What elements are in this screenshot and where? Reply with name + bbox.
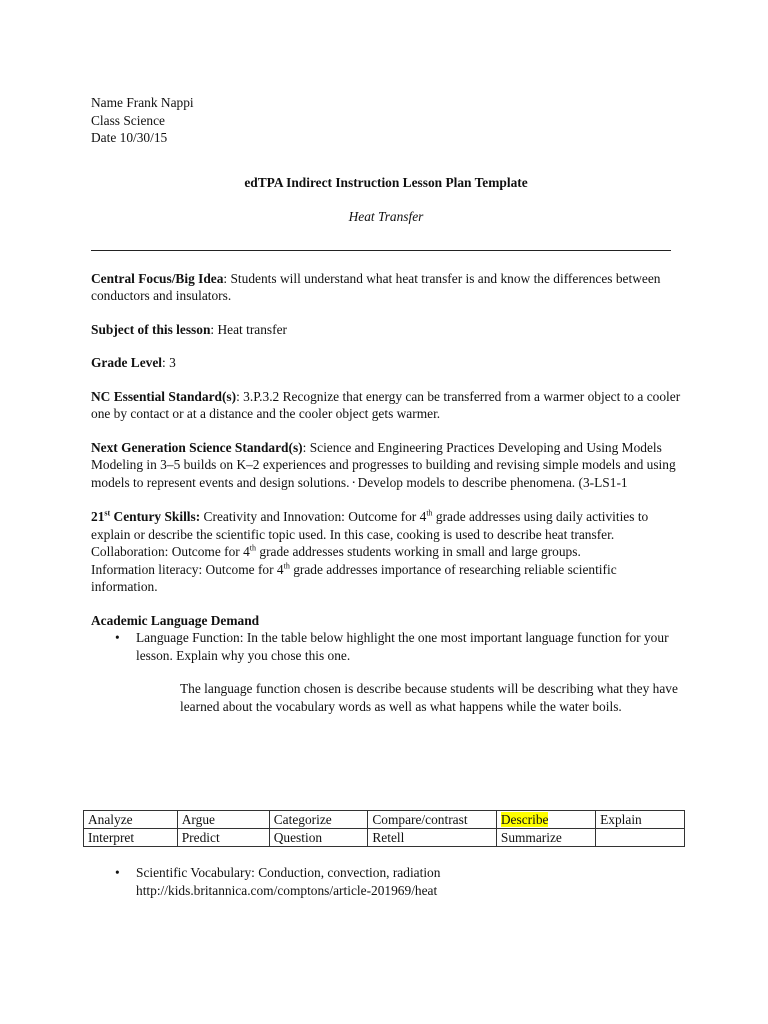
ngss-text-a: : Science and Engineering Practices Developing and Using Models Modeling in 3–5 builds on K–2 experiences and progresses to building and revising simple models and using models to represent events and design solutions. xyxy=(91,439,676,490)
nc-standard-text: : 3.P.3.2 Recognize that energy can be transferred from a warmer object to a cooler one by contact or at a distance and the cooler object gets warmer. xyxy=(91,388,681,421)
ngss-text-b: Develop models to describe phenomena. (3-LS1-1 xyxy=(357,474,628,490)
ngss-label: Next Generation Science Standard(s) xyxy=(91,439,303,455)
table-cell: Analyze xyxy=(84,811,178,829)
grade-label: Grade Level xyxy=(91,355,163,370)
table-row xyxy=(84,811,685,829)
table-cell: Compare/contrast xyxy=(368,811,497,829)
academic-language-label: Academic Language Demand xyxy=(91,612,260,628)
table-cell: Retell xyxy=(368,829,497,847)
academic-language-list xyxy=(91,629,681,664)
table-row xyxy=(84,829,685,847)
central-focus-label: Central Focus/Big Idea xyxy=(91,270,224,286)
table-cell: Summarize xyxy=(496,829,595,847)
century-skills-section xyxy=(91,508,681,596)
grade-text: : 3 xyxy=(162,355,176,370)
century-skills-paragraph-2: Collaboration: Outcome for 4th grade addresses students working in small and large groups. xyxy=(91,543,581,560)
language-function-table xyxy=(83,810,685,847)
list-item xyxy=(91,629,681,664)
class-line: Class Science xyxy=(91,112,166,128)
nc-standard-section xyxy=(91,388,681,423)
table-cell: Explain xyxy=(596,811,685,829)
table-cell: Question xyxy=(269,829,368,847)
ngss-section xyxy=(91,439,681,493)
table-cell: Argue xyxy=(177,811,269,829)
bullet-icon: • xyxy=(115,865,120,880)
subject-text: : Heat transfer xyxy=(210,321,288,337)
century-skills-label: 21st Century Skills: xyxy=(91,508,201,525)
table-cell xyxy=(496,811,595,829)
document-page xyxy=(91,94,681,715)
name-line: Name Frank Nappi xyxy=(91,95,194,110)
central-focus-section xyxy=(91,270,681,305)
table-cell: Categorize xyxy=(269,811,368,829)
date-line: Date 10/30/15 xyxy=(91,130,168,145)
vocabulary-section xyxy=(91,864,691,899)
vocabulary-text: Scientific Vocabulary: Conduction, convection, radiation xyxy=(136,865,441,880)
subject-section xyxy=(91,321,681,339)
central-focus-text: : Students will understand what heat transfer is and know the differences between conductors and insulators. xyxy=(91,270,661,303)
grade-section xyxy=(91,354,681,372)
language-function-text: Language Function: In the table below highlight the one most important language function for your lesson. Explain why you chose this one. xyxy=(136,630,669,663)
horizontal-rule xyxy=(91,250,671,251)
document-subtitle: Heat Transfer xyxy=(348,209,424,224)
academic-language-section xyxy=(91,612,681,716)
table-cell: Interpret xyxy=(84,829,178,847)
table-cell: Predict xyxy=(177,829,269,847)
language-function-explanation: The language function chosen is describe because students will be describing what they have learned about the vocabulary words as well as what happens while the water boils. xyxy=(180,681,678,714)
table-cell xyxy=(596,829,685,847)
bullet-mark-icon: ▪ xyxy=(352,479,355,486)
subject-label: Subject of this lesson xyxy=(91,321,211,337)
highlighted-function: Describe xyxy=(500,811,549,827)
century-skills-paragraph-1: 21st Century Skills: Creativity and Innovation: Outcome for 4th grade addresses using daily activities to explain or describe the scientific topic used. In this case, cooking is used to describe heat transfer. xyxy=(91,508,649,542)
nc-standard-label: NC Essential Standard(s) xyxy=(91,388,237,404)
document-title: edTPA Indirect Instruction Lesson Plan Template xyxy=(244,174,528,190)
bullet-icon: • xyxy=(115,630,120,646)
century-skills-paragraph-3: Information literacy: Outcome for 4th grade addresses importance of researching reliable scientific information. xyxy=(91,561,617,595)
list-item xyxy=(91,864,691,899)
vocabulary-link[interactable]: http://kids.britannica.com/comptons/article-201969/heat xyxy=(136,882,438,898)
